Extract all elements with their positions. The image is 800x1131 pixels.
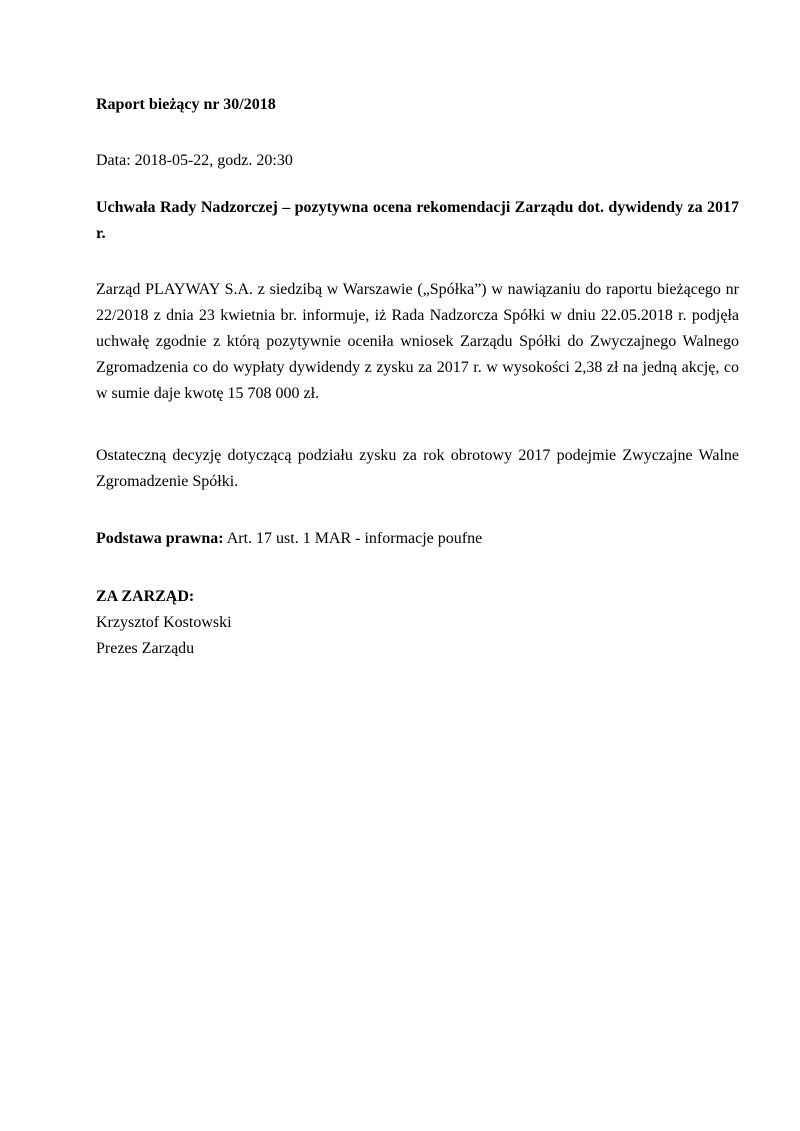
signer-name: Krzysztof Kostowski [96,614,232,631]
signature-heading: ZA ZARZĄD: [96,588,195,605]
legal-basis-text: Art. 17 ust. 1 MAR - informacje poufne [226,530,483,547]
legal-basis-label: Podstawa prawna: [96,530,224,547]
body-paragraph-2: Ostateczną decyzję dotyczącą podziału zysku za rok obrotowy 2017 podejmie Zwyczajne Walne Zgromadzenie Spółki. [96,447,739,490]
report-date: Data: 2018-05-22, godz. 20:30 [96,152,293,169]
report-subject: Uchwała Rady Nadzorczej – pozytywna ocena rekomendacji Zarządu dot. dywidendy za 2017 r. [96,199,739,242]
signer-role: Prezes Zarządu [96,640,195,657]
document-page [96,95,739,657]
report-title: Raport bieżący nr 30/2018 [96,96,276,113]
legal-basis [96,529,482,549]
signature-block [96,584,232,662]
body-paragraph-1: Zarząd PLAYWAY S.A. z siedzibą w Warszawie („Spółka”) w nawiązaniu do raportu bieżącego nr 22/2018 z dnia 23 kwietnia br. informuje, iż Rada Nadzorcza Spółki w dniu 22.05.2018 r. podjęła uchwałę zgodnie z którą pozytywnie oceniła wniosek Zarządu Spółki do Zwyczajnego Walnego Zgromadzenia co do wypłaty dywidendy z zysku za 2017 r. w wysokości 2,38 zł na jedną akcję, co w sumie daje kwotę 15 708 000 zł. [96,281,739,402]
